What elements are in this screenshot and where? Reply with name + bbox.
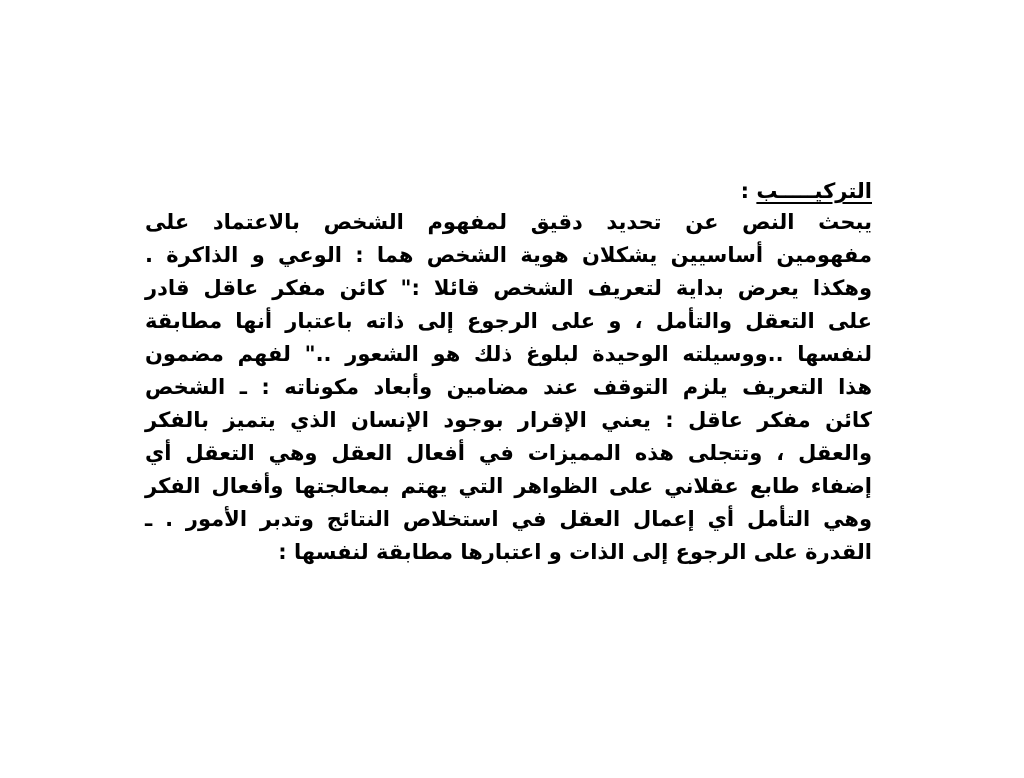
paragraph-line: لنفسها ..ووسيلته الوحيدة لبلوغ ذلك هو الشعور .." لفهم مضمون: [145, 342, 872, 366]
paragraph-line: القدرة على الرجوع إلى الذات و اعتبارها مطابقة لنفسها :: [278, 540, 872, 564]
paragraph-line: وهي التأمل أي إعمال العقل في استخلاص النتائج وتدبر الأمور . ـ: [145, 507, 872, 531]
section-heading-title: التركيـــــب: [756, 179, 872, 203]
section-heading-colon: :: [740, 179, 757, 203]
paragraph-line: والعقل ، وتتجلى هذه المميزات في أفعال العقل وهي التعقل أي: [145, 441, 872, 465]
paragraph-line: يبحث النص عن تحديد دقيق لمفهوم الشخص بالاعتماد على: [145, 210, 872, 234]
paragraph-line: هذا التعريف يلزم التوقف عند مضامين وأبعاد مكوناته : ـ الشخص: [145, 375, 872, 399]
paragraph-line: وهكذا يعرض بداية لتعريف الشخص قائلا :" كائن مفكر عاقل قادر: [145, 276, 872, 300]
paragraph-line: كائن مفكر عاقل : يعني الإقرار بوجود الإنسان الذي يتميز بالفكر: [145, 408, 872, 432]
paragraph-line: مفهومين أساسيين يشكلان هوية الشخص هما : الوعي و الذاكرة .: [145, 243, 872, 267]
section-heading: [145, 176, 872, 206]
paragraph-line: على التعقل والتأمل ، و على الرجوع إلى ذاته باعتبار أنها مطابقة: [145, 309, 872, 333]
paragraph-line: إضفاء طابع عقلاني على الظواهر التي يهتم بمعالجتها وأفعال الفكر: [145, 474, 872, 498]
slide-text-block: [145, 176, 872, 569]
